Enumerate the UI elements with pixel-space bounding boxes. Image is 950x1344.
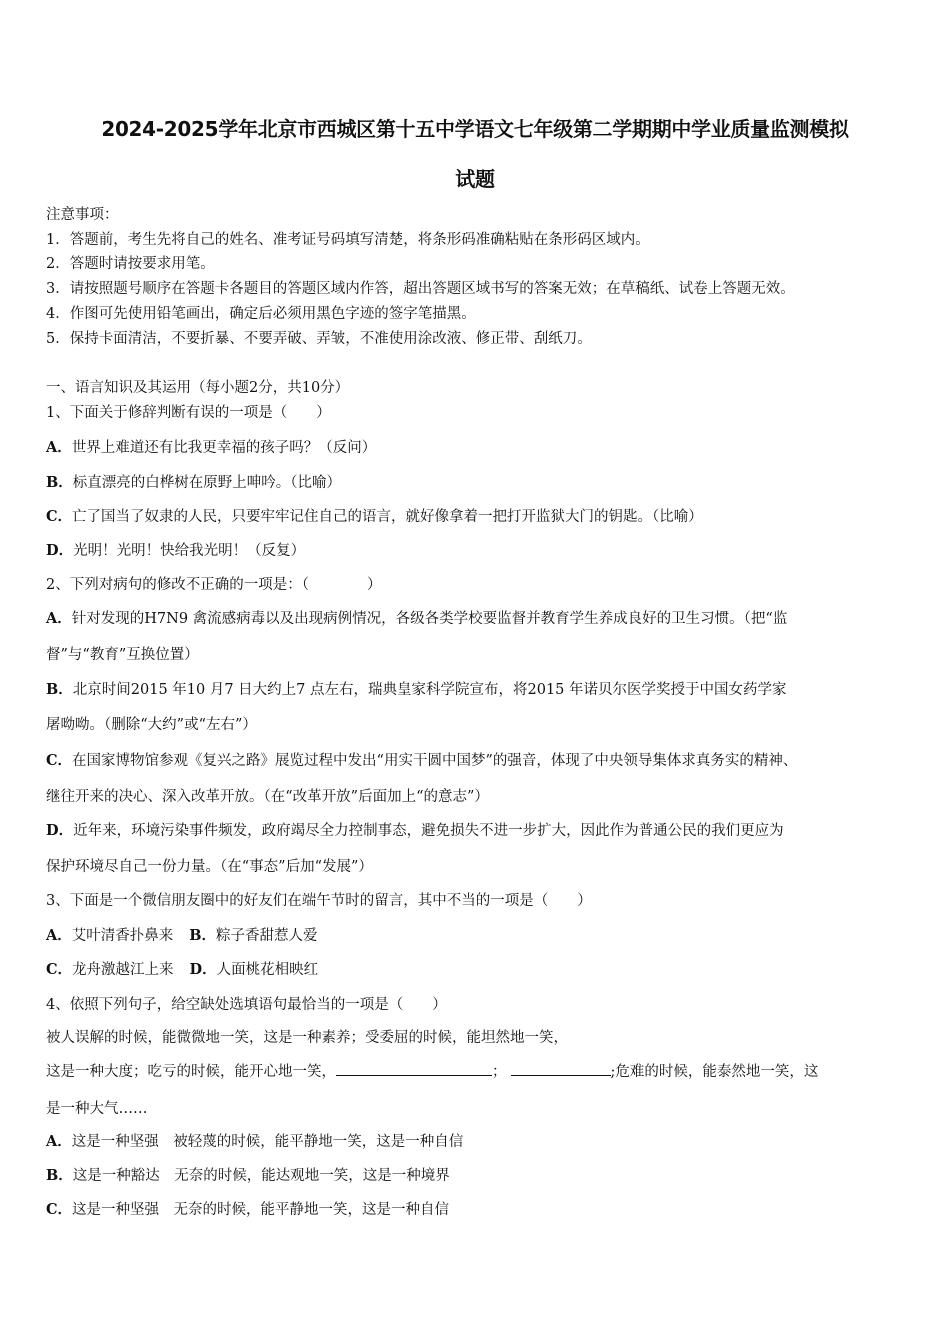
option-text: 艾叶清香扑鼻来 — [71, 928, 174, 944]
question-4-option-c — [46, 1198, 449, 1219]
option-text: 这是一种坚强 无奈的时候，能平静地一笑，这是一种自信 — [72, 1202, 450, 1218]
question-2-stem: 2、下列对病句的修改不正确的一项是：（ ） — [46, 577, 382, 593]
notice-item: 5．保持卡面清洁，不要折暴、不要弄破、弄皱，不准使用涂改液、修正带、刮纸刀。 — [46, 331, 592, 347]
question-4-passage: 被人误解的时候，能微微地一笑，这是一种素养；受委屈的时候，能坦然地一笑， — [46, 1030, 568, 1046]
question-3-options-cd — [46, 958, 318, 979]
notice-item: 3．请按照题号顺序在答题卡各题目的答题区域内作答，超出答题区域书写的答案无效；在草稿纸、试卷上答题无效。 — [46, 281, 795, 297]
option-text: 粽子香甜惹人爱 — [216, 928, 318, 944]
notice-item: 2．答题时请按要求用笔。 — [46, 256, 215, 272]
section-heading: 一、语言知识及其运用（每小题2分，共10分） — [46, 380, 350, 396]
question-1-option-a — [46, 436, 376, 457]
question-1-option-b — [46, 471, 341, 492]
option-text: 人面桃花相映红 — [216, 962, 319, 978]
option-letter: C． — [46, 508, 73, 525]
option-letter: B． — [189, 927, 217, 944]
option-text: 北京时间2015 年10 月7 日大约上7 点左右，瑞典皇家科学院宣布，将2015 年诺贝尔医学奖授于中国女药学家 — [72, 682, 787, 698]
question-1-option-d — [46, 539, 305, 560]
question-3-stem: 3、下面是一个微信朋友圈中的好友们在端午节时的留言，其中不当的一项是（ ） — [46, 893, 592, 909]
question-1-option-c — [46, 505, 703, 526]
option-letter: C． — [46, 752, 73, 769]
question-2-option-b — [46, 678, 787, 699]
question-2-option-a-cont: 督”与“教育”互换位置） — [46, 647, 199, 663]
option-letter: A． — [46, 1133, 72, 1150]
option-letter: B． — [46, 681, 73, 698]
option-text: 近年来，环境污染事件频发，政府竭尽全力控制事态，避免损失不进一步扩大，因此作为普通公民的我们更应为 — [73, 823, 784, 839]
option-text: 针对发现的H7N9 禽流感病毒以及出现病例情况，各级各类学校要监督并教育学生养成良好的卫生习惯。（把“监 — [71, 611, 788, 627]
question-4-passage-blanks — [46, 1060, 818, 1081]
option-letter: D． — [46, 822, 74, 839]
option-letter: D． — [189, 961, 217, 978]
option-text: 这是一种豁达 无奈的时候，能达观地一笑，这是一种境界 — [72, 1168, 450, 1184]
option-letter: C． — [46, 1201, 73, 1218]
question-1-stem: 1、下面关于修辞判断有误的一项是（ ） — [46, 405, 331, 421]
passage-text: ;危难的时候，能泰然地一笑，这 — [610, 1064, 819, 1080]
option-letter: A． — [46, 610, 72, 627]
option-letter: D． — [46, 542, 74, 559]
option-letter: A． — [46, 927, 72, 944]
question-2-option-d — [46, 819, 784, 840]
question-3-options-ab — [46, 924, 318, 945]
page-title-continued: 试题 — [455, 167, 495, 191]
option-text: 世界上难道还有比我更幸福的孩子吗？（反问） — [71, 440, 377, 456]
question-2-option-d-cont: 保护环境尽自己一份力量。（在“事态”后加“发展”） — [46, 859, 373, 875]
page-title: 2024-2025学年北京市西城区第十五中学语文七年级第二学期期中学业质量监测模拟 — [101, 117, 849, 141]
question-2-option-c — [46, 749, 797, 770]
notice-item: 4．作图可先使用铅笔画出，确定后必须用黑色字迹的签字笔描黑。 — [46, 306, 476, 322]
notice-heading: 注意事项： — [46, 207, 119, 223]
question-2-option-b-cont: 屠呦呦。（删除“大约”或“左右”） — [46, 717, 257, 733]
option-letter: B． — [46, 474, 73, 491]
question-4-option-a — [46, 1130, 463, 1151]
option-text: 这是一种坚强 被轻蔑的时候，能平静地一笑，这是一种自信 — [71, 1134, 464, 1150]
question-4-option-b — [46, 1164, 450, 1185]
option-letter: A． — [46, 439, 72, 456]
notice-item: 1．答题前，考生先将自己的姓名、准考证号码填写清楚，将条形码准确粘贴在条形码区域内。 — [46, 232, 650, 248]
question-2-option-a — [46, 607, 787, 628]
option-letter: B． — [46, 1167, 73, 1184]
option-text: 光明！光明！快给我光明！（反复） — [73, 543, 306, 559]
option-text: 龙舟激越江上来 — [72, 962, 174, 978]
answer-blank-1 — [336, 1061, 492, 1076]
question-4-stem: 4、依照下列句子，给空缺处选填语句最恰当的一项是（ ） — [46, 997, 447, 1013]
question-2-option-c-cont: 继往开来的决心、深入改革开放。（在“改革开放”后面加上“的意志”） — [46, 789, 489, 805]
option-letter: C． — [46, 961, 73, 978]
answer-blank-2 — [511, 1061, 611, 1076]
option-text: 标直漂亮的白桦树在原野上呻吟。（比喻） — [72, 475, 342, 491]
passage-text: 这是一种大度；吃亏的时候，能开心地一笑， — [46, 1064, 336, 1080]
question-4-passage-end: 是一种大气…… — [46, 1101, 148, 1117]
option-text: 亡了国当了奴隶的人民，只要牢牢记住自己的语言，就好像拿着一把打开监狱大门的钥匙。（比喻） — [72, 509, 703, 525]
option-text: 在国家博物馆参观《复兴之路》展览过程中发出“用实干圆中国梦”的强音，体现了中央领导集体求真务实的精神、 — [72, 753, 798, 769]
passage-separator: ； — [492, 1064, 507, 1080]
